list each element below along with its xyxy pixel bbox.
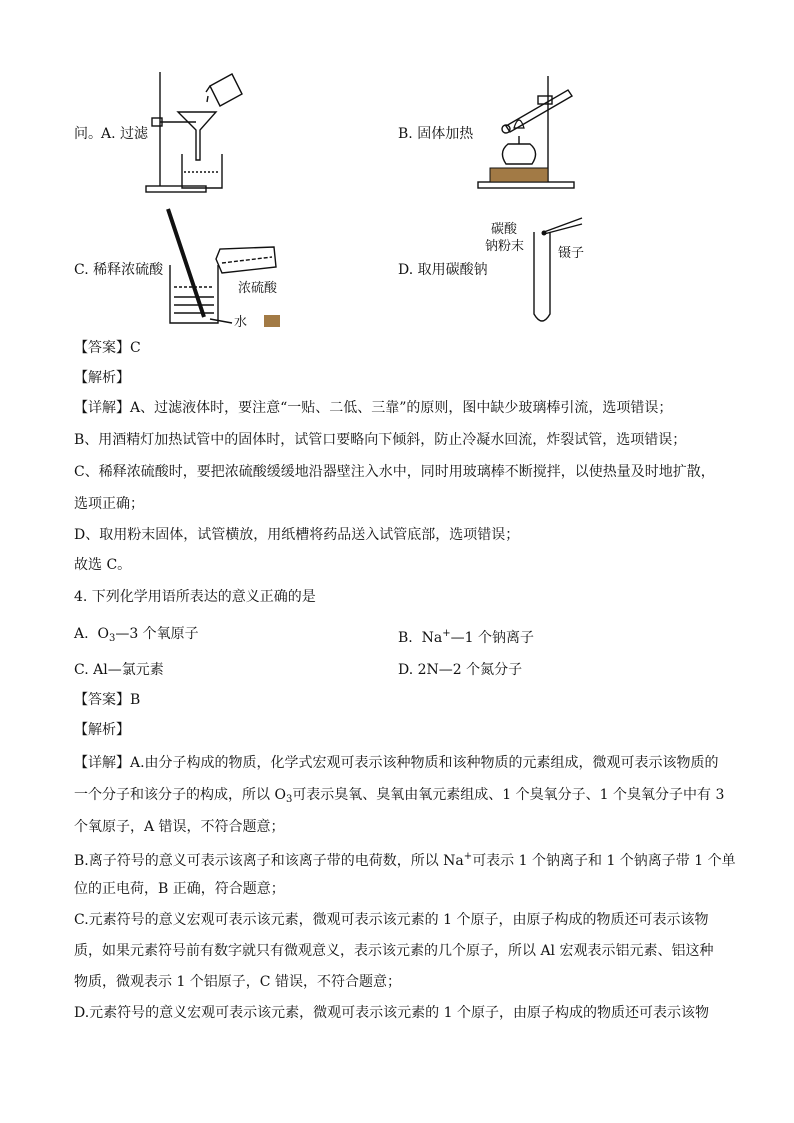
detail-a-line2-post: 可表示臭氧、臭氧由氧元素组成、1 个臭氧分子、1 个臭氧分子中有 3 [292,787,725,803]
fig-d-label-powder-1: 碳酸 [491,222,518,237]
detail-b-line1-pre: B.离子符号的意义可表示该离子和该离子带的电荷数，所以 Na [74,853,464,869]
question4-option-b [398,624,534,648]
question4-stem: 4. 下列化学用语所表达的意义正确的是 [74,589,316,605]
option-b-prefix: B. [398,630,413,646]
detail-a-line2-subscript: 3 [285,794,293,805]
take-sodium-carbonate-figure [528,210,588,328]
question4-analysis-title: 【解析】 [74,722,130,738]
question4-option-a [74,624,199,649]
question3-detail-b: B、用酒精灯加热试管中的固体时，试管口要略向下倾斜，防止冷凝水回流，炸裂试管，选项错误； [74,432,687,448]
option-a-meaning: —3 个氧原子 [115,626,199,642]
question4-detail-a-line1: 【详解】A.由分子构成的物质，化学式宏观可表示该种物质和该种物质的元素组成，微观可表示该物质的 [74,755,719,771]
dilute-sulfuric-acid-figure [160,205,285,331]
option-b-superscript: + [442,628,451,639]
question3-option-a: A. 过滤 [101,126,149,142]
question3-option-c: C. 稀释浓硫酸 [74,262,164,278]
question4-detail-d-line1: D.元素符号的意义宏观可表示该元素，微观可表示该元素的 1 个原子，由原子构成的物质还可表示该物 [74,1005,709,1021]
option-b-formula: Na [421,630,443,646]
question4-detail-a-line3: 个氧原子，A 错误，不符合题意； [74,819,285,835]
question3-detail-c-line2: 选项正确； [74,496,144,512]
question3-analysis-title: 【解析】 [74,370,130,386]
question3-stem-tail: 问。 [74,126,102,142]
question4-detail-c-line3: 物质，微观表示 1 个铝原子，C 错误，不符合题意； [74,974,401,990]
question4-detail-c-line2: 质，如果元素符号前有数字就只有微观意义，表示该元素的几个原子，所以 Al 宏观表示铝元素、铝这种 [74,943,714,959]
fig-d-label-tweezers: 镊子 [558,246,585,261]
solid-heating-apparatus-figure [472,72,584,192]
question4-detail-c-line1: C.元素符号的意义宏观可表示该元素，微观可表示该元素的 1 个原子，由原子构成的物质还可表示该物 [74,912,709,928]
question4-detail-a-line2 [74,785,724,810]
fig-d-label-powder-2: 钠粉末 [485,239,525,254]
question3-detail-c-line1: C、稀释浓硫酸时，要把浓硫酸缓缓地沿器壁注入水中，同时用玻璃棒不断搅拌，以使热量及时地扩散， [74,464,715,480]
question3-option-b: B. 固体加热 [398,126,474,142]
question3-conclusion: 故选 C。 [74,557,132,573]
detail-b-line1-superscript: + [463,851,473,862]
question3-detail-a: 【详解】A、过滤液体时，要注意“一贴、二低、三靠”的原则，图中缺少玻璃棒引流，选项错误； [74,400,673,416]
question3-detail-d: D、取用粉末固体，试管横放，用纸槽将药品送入试管底部，选项错误； [74,527,520,543]
detail-b-line1-post: 可表示 1 个钠离子和 1 个钠离子带 1 个单 [472,853,736,869]
fig-c-label-water: 水 [234,315,248,330]
question4-detail-b-line1 [74,847,736,871]
filtration-apparatus-figure [140,68,245,196]
question3-option-d: D. 取用碳酸钠 [398,262,488,278]
question4-answer: 【答案】B [74,692,141,708]
question3-answer: 【答案】C [74,340,141,356]
question4-detail-b-line2: 位的正电荷，B 正确，符合题意； [74,881,285,897]
detail-a-line2-pre: 一个分子和该分子的构成，所以 O [74,787,286,803]
option-a-prefix: A. [74,626,89,642]
option-a-formula: O [97,626,109,642]
question4-option-c: C. Al—氯元素 [74,662,164,678]
question4-option-d: D. 2N—2 个氮分子 [398,662,523,678]
fig-c-label-acid: 浓硫酸 [238,281,278,296]
option-a-subscript: 3 [108,633,116,644]
option-b-meaning: —1 个钠离子 [450,630,535,646]
